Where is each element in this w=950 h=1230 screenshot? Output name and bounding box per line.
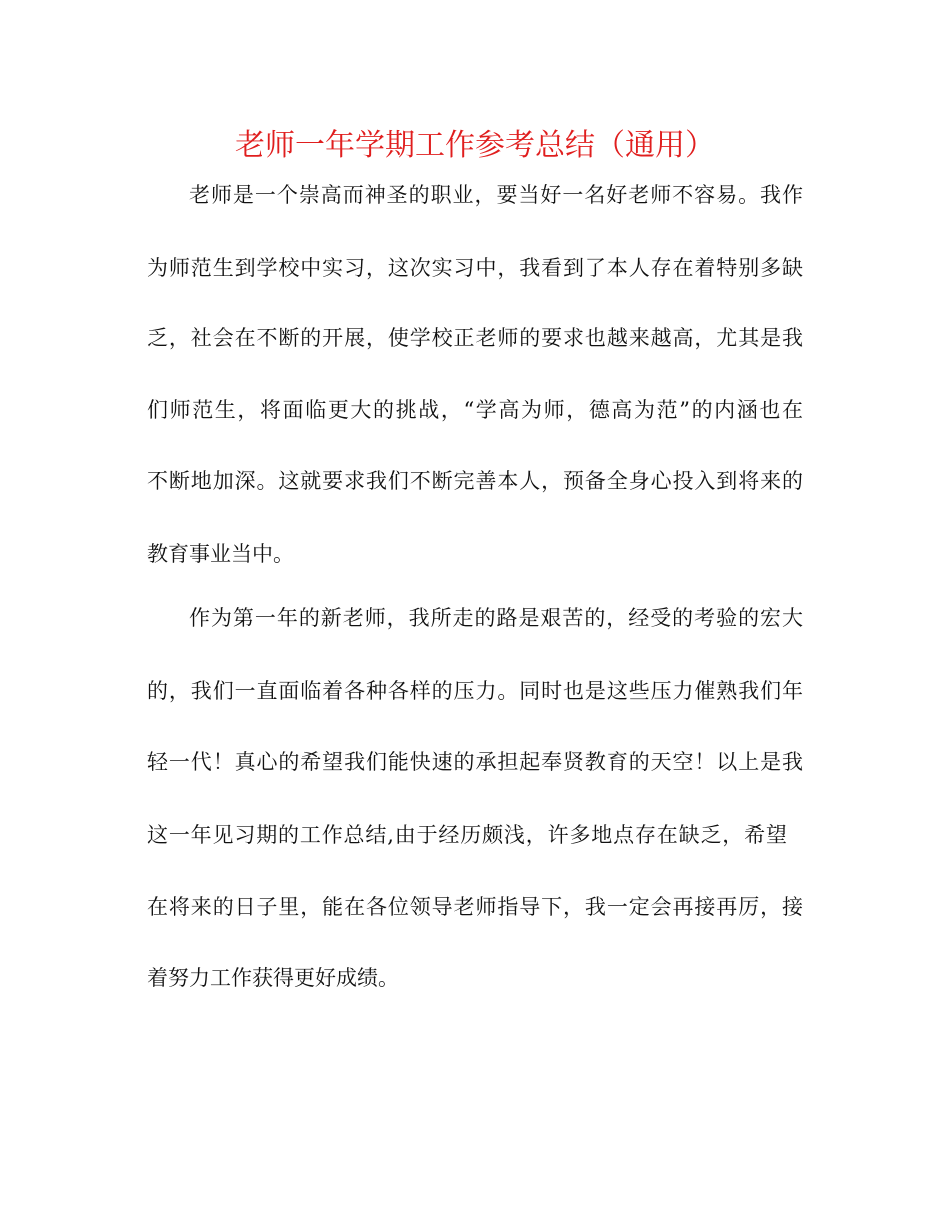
paragraph-2-line-3: 轻一代！真心的希望我们能快速的承担起奉贤教育的天空！以上是我 (147, 750, 803, 774)
paragraph-1-line-2: 为师范生到学校中实习，这次实习中，我看到了本人存在着特别多缺 (147, 256, 803, 280)
paragraph-1-line-3: 乏，社会在不断的开展，使学校正老师的要求也越来越高，尤其是我 (147, 326, 803, 350)
paragraph-1-line-4: 们师范生，将面临更大的挑战，“学高为师，德高为范”的内涵也在 (147, 398, 803, 422)
paragraph-2-line-6: 着努力工作获得更好成绩。 (147, 966, 399, 990)
paragraph-2-line-2: 的，我们一直面临着各种各样的压力。同时也是这些压力催熟我们年 (147, 679, 803, 703)
paragraph-1-line-5: 不断地加深。这就要求我们不断完善本人，预备全身心投入到将来的 (147, 469, 803, 493)
paragraph-2-line-1: 作为第一年的新老师，我所走的路是艰苦的，经受的考验的宏大 (189, 606, 803, 630)
document-title: 老师一年学期工作参考总结（通用） (235, 128, 715, 163)
paragraph-1-line-1: 老师是一个崇高而神圣的职业，要当好一名好老师不容易。我作 (189, 183, 803, 207)
paragraph-2-line-5: 在将来的日子里，能在各位领导老师指导下，我一定会再接再厉，接 (147, 895, 803, 919)
paragraph-2-line-4: 这一年见习期的工作总结,由于经历颇浅，许多地点存在缺乏，希望 (147, 823, 787, 847)
paragraph-1-line-6: 教育事业当中。 (147, 542, 294, 566)
